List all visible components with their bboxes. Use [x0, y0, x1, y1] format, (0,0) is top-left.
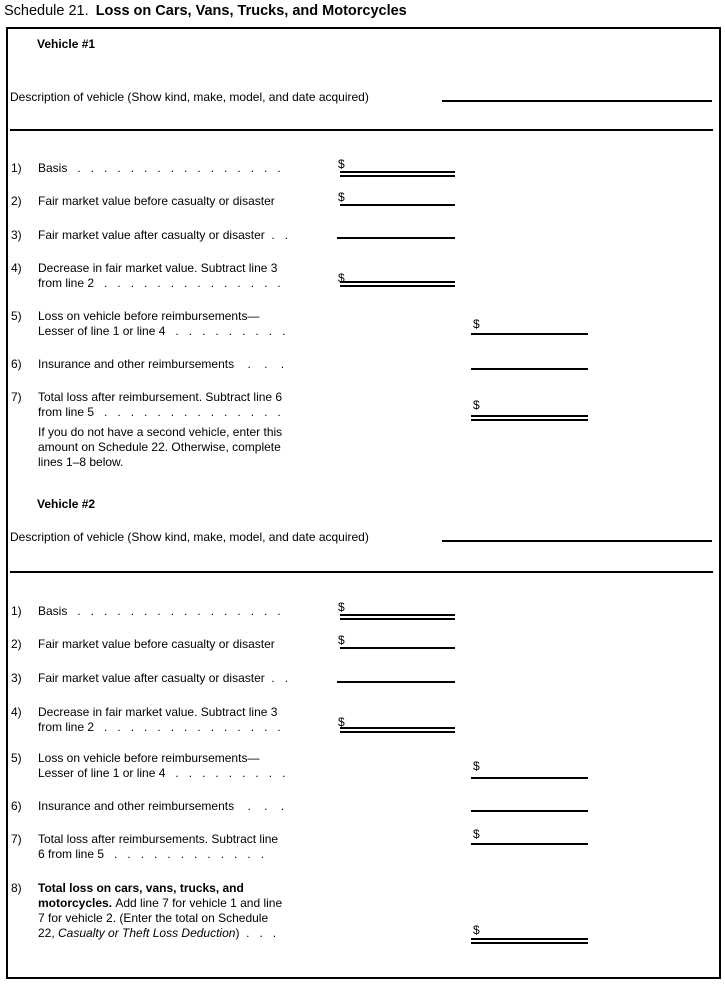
v1-line5-amount-field[interactable]	[471, 333, 588, 335]
v1-line2-label: Fair market value before casualty or disaster	[38, 194, 275, 208]
v2-line6-label: Insurance and other reimbursements . . .	[38, 799, 285, 813]
vehicle2-description-continuation-line[interactable]	[10, 571, 713, 573]
v1-line3-number: 3)	[11, 228, 22, 242]
dollar-sign: $	[473, 317, 480, 331]
v2-line6-amount-field[interactable]	[471, 810, 588, 812]
dollar-sign: $	[338, 715, 345, 729]
dot-leader: . . . . . . . . . . . .	[104, 847, 265, 861]
v2-line3-amount-field[interactable]	[337, 681, 455, 683]
vehicle2-description-label: Description of vehicle (Show kind, make, model, and date acquired)	[10, 530, 369, 544]
dollar-sign: $	[338, 190, 345, 204]
v1-line6-number: 6)	[11, 357, 22, 371]
v1-line5-label: Loss on vehicle before reimbursements— Lesser of line 1 or line 4 . . . . . . . . .	[38, 309, 286, 338]
dot-leader: . . . . . . . . . . . . . .	[94, 405, 281, 419]
vehicle2-description-field[interactable]	[442, 528, 712, 542]
v1-line4-label: Decrease in fair market value. Subtract line 3 from line 2 . . . . . . . . . . . . . .	[38, 261, 281, 290]
page-title	[4, 2, 407, 20]
v2-line8-number: 8)	[11, 881, 22, 895]
v2-line7-number: 7)	[11, 832, 22, 846]
v1-line3-label: Fair market value after casualty or disaster . .	[38, 228, 289, 242]
dollar-sign: $	[473, 923, 480, 937]
v2-line7-label: Total loss after reimbursements. Subtract line 6 from line 5 . . . . . . . . . . . .	[38, 832, 279, 861]
v1-line1-label: Basis . . . . . . . . . . . . . . . .	[38, 161, 281, 175]
dot-leader: . . . . . . . . . . . . . . . .	[67, 604, 281, 618]
v1-line2-number: 2)	[11, 194, 22, 208]
v2-line2-label: Fair market value before casualty or disaster	[38, 637, 275, 651]
dollar-sign: $	[473, 759, 480, 773]
v1-line4-amount-field[interactable]	[340, 281, 455, 287]
dollar-sign: $	[473, 398, 480, 412]
v2-line3-label: Fair market value after casualty or disaster . .	[38, 671, 289, 685]
dollar-sign: $	[338, 157, 345, 171]
v1-line7-amount-field[interactable]	[471, 415, 588, 421]
v2-line2-amount-field[interactable]	[340, 647, 455, 649]
schedule-title-label: Loss on Cars, Vans, Trucks, and Motorcycles	[95, 3, 407, 19]
v2-line1-number: 1)	[11, 604, 22, 618]
dollar-sign: $	[338, 600, 345, 614]
dot-leader: . .	[264, 228, 289, 242]
v2-line1-amount-field[interactable]	[340, 614, 455, 620]
vehicle1-description-label: Description of vehicle (Show kind, make, model, and date acquired)	[10, 90, 369, 104]
vehicle1-heading: Vehicle #1	[37, 37, 96, 51]
v2-line6-number: 6)	[11, 799, 22, 813]
v2-line1-label: Basis . . . . . . . . . . . . . . . .	[38, 604, 281, 618]
v1-line4-number: 4)	[11, 261, 22, 275]
dot-leader: . . .	[234, 799, 285, 813]
dot-leader: . . . . . . . . . . . . . .	[94, 276, 281, 290]
v1-line6-label: Insurance and other reimbursements . . .	[38, 357, 285, 371]
v2-line5-amount-field[interactable]	[471, 777, 588, 779]
v2-line4-number: 4)	[11, 705, 22, 719]
v1-line1-number: 1)	[11, 161, 22, 175]
dot-leader: . . .	[234, 357, 285, 371]
dot-leader: . . . . . . . . . . . . . .	[94, 720, 281, 734]
v2-line2-number: 2)	[11, 637, 22, 651]
v2-line5-label: Loss on vehicle before reimbursements— Lesser of line 1 or line 4 . . . . . . . . .	[38, 751, 286, 780]
vehicle1-description-continuation-line[interactable]	[10, 129, 713, 131]
dollar-sign: $	[338, 633, 345, 647]
dot-leader: . . . . . . . . . . . . . . . .	[67, 161, 281, 175]
v2-line5-number: 5)	[11, 751, 22, 765]
v2-line4-amount-field[interactable]	[340, 727, 455, 733]
dot-leader: . . .	[239, 926, 277, 940]
dot-leader: . . . . . . . . .	[165, 766, 286, 780]
dollar-sign: $	[473, 827, 480, 841]
vehicle2-heading: Vehicle #2	[37, 497, 96, 511]
v1-line5-number: 5)	[11, 309, 22, 323]
v1-note: If you do not have a second vehicle, enter this amount on Schedule 22. Otherwise, complete lines 1–8 below.	[38, 425, 283, 469]
dot-leader: . .	[264, 671, 289, 685]
v2-line7-amount-field[interactable]	[471, 843, 588, 845]
v2-line8-amount-field[interactable]	[471, 938, 588, 944]
vehicle1-description-field[interactable]	[442, 88, 712, 102]
v1-line7-number: 7)	[11, 390, 22, 404]
v1-line7-label: Total loss after reimbursement. Subtract line 6 from line 5 . . . . . . . . . . . . . .	[38, 390, 283, 419]
v1-line3-amount-field[interactable]	[337, 237, 455, 239]
v1-line1-amount-field[interactable]	[340, 171, 455, 177]
schedule-number-label: Schedule 21.	[4, 3, 89, 19]
v2-line4-label: Decrease in fair market value. Subtract line 3 from line 2 . . . . . . . . . . . . . .	[38, 705, 281, 734]
v1-line6-amount-field[interactable]	[471, 368, 588, 370]
v2-line8-label: Total loss on cars, vans, trucks, and motorcycles. Add line 7 for vehicle 1 and line 7 for vehicle 2. (Enter the total on Schedule 22, Casualty or Theft Loss Deduction) . . .	[38, 881, 283, 940]
v1-line2-amount-field[interactable]	[340, 204, 455, 206]
dollar-sign: $	[338, 271, 345, 285]
dot-leader: . . . . . . . . .	[165, 324, 286, 338]
v2-line3-number: 3)	[11, 671, 22, 685]
